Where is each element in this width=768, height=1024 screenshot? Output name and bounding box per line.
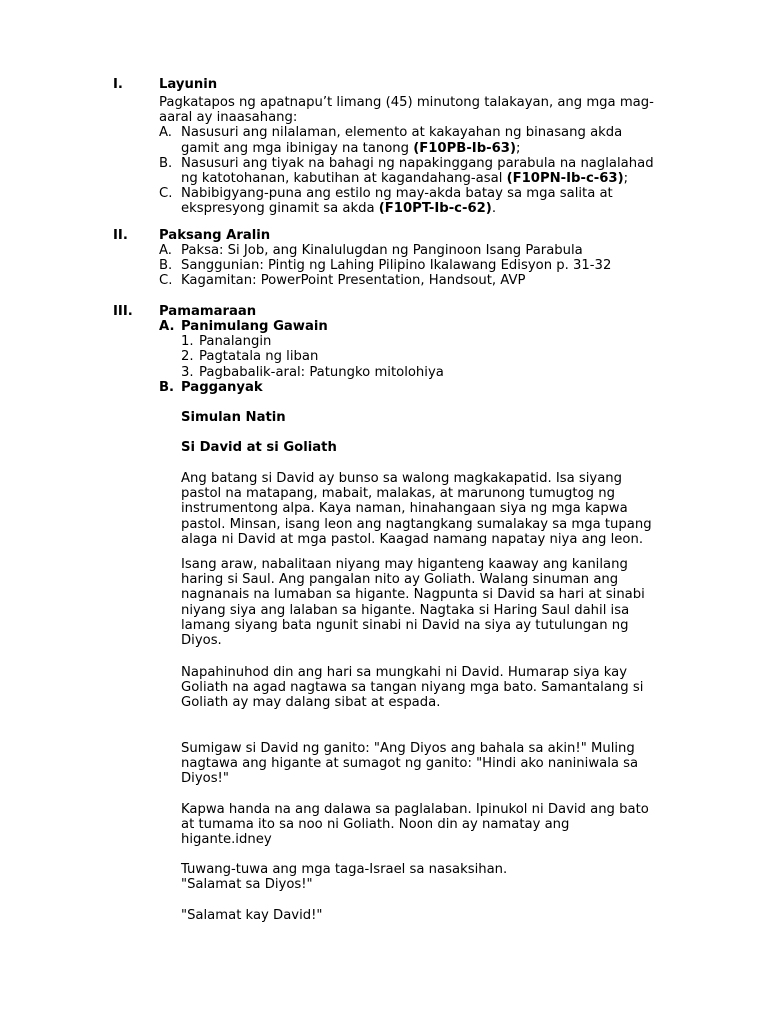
item-text: Nasusuri ang tiyak na bahagi ng napakinggang parabula na naglalahad [181,155,654,171]
item-text-line2: ng katotohanan, kabutihan at kagandahang-asal [181,170,507,186]
item-text-cont [181,171,684,186]
subsection-label: A. [159,319,175,334]
story-line: haring si Saul. Ang pangalan nito ay Goliath. Walang sinuman ang [181,572,619,588]
topic-item [159,273,684,288]
story-paragraph [181,802,681,848]
item-text: Pagtatala ng liban [199,349,319,365]
item-punct: ; [623,170,629,186]
story-line: niyang siya ang lalaban sa higante. Nagtaka si Haring Saul dahil isa [181,602,630,618]
item-text: Paksa: Si Job, ang Kinalulugdan ng Panginoon Isang Parabula [181,243,583,258]
item-label: C. [159,273,173,289]
story-line: Goliath na agad nagtawa sa tangan niyang mga bato. Samantalang si [181,680,644,696]
subsection-heading [159,319,684,334]
story-title-block [181,440,681,455]
objective-item [159,156,684,186]
section-heading: Paksang Aralin [159,228,271,243]
item-text-cont [181,141,684,156]
activity-item [181,334,684,349]
item-text-line2: gamit ang mga ibinigay na tanong [181,140,414,156]
item-text: Panalangin [199,334,272,350]
story-line: Tuwang-tuwa ang mga taga-Israel sa nasaksihan. [181,862,508,877]
activity-item [181,349,684,364]
section-numeral: I. [113,77,123,92]
section-numeral: III. [113,304,133,319]
story-line: pastol na matapang, mabait, malakas, at marunong tumugtog ng [181,486,615,502]
item-text: Kagamitan: PowerPoint Presentation, Handsout, AVP [181,273,526,289]
section-heading: Pamamaraan [159,304,257,319]
story-line: Ang batang si David ay bunso sa walong magkakapatid. Isa siyang [181,471,623,486]
item-text: Nabibigyang-puna ang estilo ng may-akda batay sa mga salita at [181,186,613,202]
story-line: lamang siyang bata ngunit sinabi ni David na siya ay tutulungan ng [181,617,629,633]
item-label: A. [159,243,172,258]
section-body [159,319,684,395]
section-heading: Layunin [159,77,218,92]
story-paragraph [181,741,681,787]
activity-item [181,365,684,380]
competency-code: (F10PB-Ib-63) [413,140,516,156]
item-label: B. [159,258,173,274]
story-line: Kapwa handa na ang dalawa sa paglalaban. Ipinukol ni David ang bato [181,802,649,817]
story-line: Sumigaw si David ng ganito: "Ang Diyos ang bahala sa akin!" Muling [181,741,635,756]
objective-item [159,125,684,155]
story-line: higante.idney [181,832,272,848]
item-punct: ; [516,140,521,156]
competency-code: (F10PT-Ib-c-62) [378,201,492,217]
section-numeral: II. [113,228,128,243]
subsection-label: B. [159,379,175,395]
item-punct: . [491,201,497,217]
story-line: Diyos. [181,632,222,648]
story-line: nagnanais na lumaban sa higante. Nagpunta si David sa hari at sinabi [181,587,645,603]
story-line: Diyos!" [181,771,229,787]
item-label: B. [159,155,173,171]
story-line: Isang araw, nabalitaan niyang may higanteng kaaway ang kanilang [181,557,628,572]
subsection-title: Pagganyak [181,379,263,395]
story-paragraph [181,471,681,547]
item-number: 2. [181,349,194,365]
item-text-line2: ekspresyong ginamit sa akda [181,201,379,217]
objective-item [159,186,684,216]
item-number: 1. [181,334,194,350]
item-text-cont [181,201,684,216]
story-paragraph [181,862,681,892]
section-body [159,95,684,217]
item-text: Pagbabalik-aral: Patungko mitolohiya [199,364,444,380]
item-label: A. [159,125,172,141]
intro-line: Pagkatapos ng apatnapu’t limang (45) minutong talakayan, ang mga mag- [159,95,654,110]
topic-item [159,258,684,273]
item-text: Nasusuri ang nilalaman, elemento at kakayahan ng binasang akda [181,125,623,141]
story-line: nagtawa ang higante at sumagot ng ganito: "Hindi ako naniniwala sa [181,756,639,772]
story-paragraph [181,908,681,923]
section-body [159,243,684,289]
subsection-heading [159,380,684,395]
story-line: "Salamat sa Diyos!" [181,877,313,893]
item-text: Sanggunian: Pintig ng Lahing Pilipino Ikalawang Edisyon p. 31-32 [181,258,612,274]
story-line: Goliath ay may dalang sibat at espada. [181,695,441,711]
story-line: "Salamat kay David!" [181,908,323,923]
story-title: Si David at si Goliath [181,440,337,455]
topic-item [159,243,684,258]
story-intro-title: Simulan Natin [181,410,286,425]
story-line: pastol. Minsan, isang leon ang nagtangkang sumalakay sa mga tupang [181,516,652,532]
story-line: alaga ni David at mga pastol. Kaagad namang napatay niya ang leon. [181,531,644,547]
story-paragraph [181,665,681,711]
story-line: instrumentong alpa. Kaya naman, hinahangaan siya ng mga kapwa [181,501,628,517]
competency-code: (F10PN-Ib-c-63) [506,170,624,186]
story-line: at tumama ito sa noo ni Goliath. Noon din ay namatay ang [181,817,570,833]
story-block [181,410,681,425]
subsection-title: Panimulang Gawain [181,319,328,334]
item-label: C. [159,186,173,202]
intro-line: aaral ay inaasahang: [159,110,298,126]
story-line: Napahinuhod din ang hari sa mungkahi ni David. Humarap siya kay [181,665,628,680]
item-number: 3. [181,364,194,380]
story-paragraph [181,557,681,648]
